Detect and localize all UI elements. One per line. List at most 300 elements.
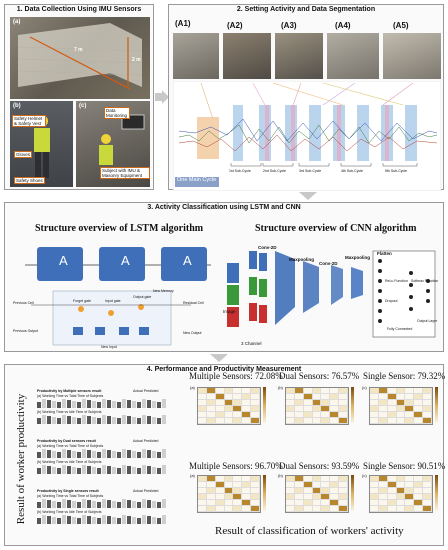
matrix-cell <box>397 506 406 512</box>
dim-7m-label: 7 m <box>74 47 83 53</box>
prod-bar <box>122 465 126 474</box>
matrix-cell <box>242 506 251 512</box>
lstm-forget-gate: Forget gate <box>73 299 91 303</box>
prod-bar <box>92 401 96 408</box>
confusion-matrix <box>285 387 349 425</box>
prod-bar <box>82 415 86 424</box>
prod-bar <box>132 451 136 458</box>
subcycle-label-4: 4th Sub-Cycle <box>341 169 363 173</box>
matrix-cell <box>207 418 216 424</box>
prod-bar <box>82 465 86 474</box>
prod-bar <box>97 468 101 474</box>
confusion-matrix <box>285 475 349 513</box>
prod-bar <box>142 449 146 458</box>
cnn-flatten: Flatten <box>377 251 392 256</box>
prod-bar <box>152 417 156 424</box>
prod-bar <box>162 449 166 458</box>
prod-chart-sub2: (b) Working Time vs Idle Time of Subjects <box>37 460 102 464</box>
matrix-cell <box>397 418 406 424</box>
prod-bars-row <box>37 465 183 474</box>
prod-bar <box>62 449 66 458</box>
cnn-image: Image <box>223 309 236 314</box>
matrix-cell <box>423 506 432 512</box>
prod-bar <box>107 466 111 474</box>
matrix-cell <box>321 506 330 512</box>
panel-classification <box>4 202 444 352</box>
prod-bar <box>47 416 51 424</box>
activity-label-a1: (A1) <box>175 19 191 28</box>
prod-bar <box>132 467 136 474</box>
prod-bar <box>157 452 161 458</box>
prod-bar <box>112 417 116 424</box>
prod-bar <box>72 401 76 408</box>
activity-photo-a1 <box>173 33 219 79</box>
matrix-cell <box>198 418 207 424</box>
matrix-cell <box>414 418 423 424</box>
prod-bar <box>57 502 61 508</box>
prod-bar <box>112 501 116 508</box>
prod-bar <box>82 449 86 458</box>
prod-bar <box>92 451 96 458</box>
prod-bar <box>142 399 146 408</box>
arrow-down-icon <box>299 192 317 200</box>
matrix-cell <box>216 418 225 424</box>
prod-bar <box>77 502 81 508</box>
shoes-tag: Safety Shoes <box>16 178 43 183</box>
prod-bar <box>127 450 131 458</box>
prod-bar <box>127 516 131 524</box>
matrix-cell <box>339 506 348 512</box>
photo-b-label: (b) <box>13 103 21 109</box>
prod-bar <box>92 501 96 508</box>
prod-bar <box>137 402 141 408</box>
matrix-tag: (a) <box>190 473 195 478</box>
activity-photo-a3 <box>275 33 323 79</box>
matrix-cell <box>379 506 388 512</box>
prod-bar <box>87 450 91 458</box>
prod-bar <box>132 501 136 508</box>
matrix-cell <box>321 418 330 424</box>
prod-chart-sub1: (a) Working Time vs Total Time of Subjects <box>37 444 104 448</box>
prod-bar <box>142 515 146 524</box>
prod-bar <box>102 465 106 474</box>
prod-bar <box>162 515 166 524</box>
prod-chart-title: Productivity by Single sensors result <box>37 489 99 493</box>
prod-bar <box>132 417 136 424</box>
prod-bar <box>112 401 116 408</box>
panel-segmentation <box>168 4 444 190</box>
cnn-output: Output Layer <box>417 319 438 323</box>
prod-bars-row <box>37 399 183 408</box>
cnn-multi-accuracy: Multiple Sensors: 96.70% <box>189 461 283 471</box>
prod-bar <box>152 401 156 408</box>
prod-bar <box>52 451 56 458</box>
prod-bars-row <box>37 499 183 508</box>
matrix-cell <box>330 418 339 424</box>
prod-bar <box>37 452 41 458</box>
prod-bar <box>137 452 141 458</box>
prod-bar <box>72 517 76 524</box>
prod-bar <box>47 466 51 474</box>
prod-bar <box>117 502 121 508</box>
prod-bar <box>37 468 41 474</box>
cnn-conv2: Conv-2D <box>319 261 338 266</box>
prod-bar <box>82 399 86 408</box>
matrix-cell <box>207 506 216 512</box>
matrix-cell <box>251 418 260 424</box>
monitor-tag: Data Monitoring <box>104 107 130 119</box>
subcycle-label-5: 5th Sub-Cycle <box>385 169 407 173</box>
prod-chart-legend: Actual Predicted <box>133 439 159 443</box>
prod-bar <box>37 502 41 508</box>
prod-bar <box>147 416 151 424</box>
prod-bar <box>157 502 161 508</box>
prod-bar <box>92 467 96 474</box>
panel-title: 2. Setting Activity and Data Segmentation <box>236 6 376 13</box>
confusion-matrix <box>369 387 433 425</box>
prod-bars-row <box>37 415 183 424</box>
activity-photo-a5 <box>383 33 441 79</box>
matrix-cell <box>295 506 304 512</box>
prod-bar <box>117 452 121 458</box>
prod-chart-sub1: (a) Working Time vs Total Time of Subjects <box>37 494 104 498</box>
matrix-cell <box>304 418 313 424</box>
prod-bar <box>127 400 131 408</box>
matrix-cell <box>225 418 234 424</box>
matrix-cell <box>286 418 295 424</box>
subcycle-label-2: 2nd Sub-Cycle <box>263 169 286 173</box>
prod-bar <box>77 418 81 424</box>
prod-chart-title: Productivity by Dual sensors result <box>37 439 96 443</box>
prod-bar <box>107 400 111 408</box>
prod-bar <box>52 517 56 524</box>
worker-gear-photo <box>10 101 73 187</box>
panel-data-collection <box>4 4 154 190</box>
prod-bar <box>87 400 91 408</box>
prod-bar <box>137 502 141 508</box>
prod-bar <box>142 465 146 474</box>
prod-chart-sub1: (a) Working Time vs Total Time of Subjects <box>37 394 104 398</box>
prod-bar <box>42 515 46 524</box>
activity-label-a4: (A4) <box>335 21 351 30</box>
prod-bar <box>117 518 121 524</box>
colorbar <box>351 387 354 423</box>
prod-bar <box>162 399 166 408</box>
productivity-chart-multi <box>37 389 187 437</box>
matrix-cell <box>405 418 414 424</box>
prod-bar <box>67 516 71 524</box>
prod-chart-legend: Actual Predicted <box>133 489 159 493</box>
productivity-chart-dual <box>37 439 187 487</box>
prod-bar <box>157 518 161 524</box>
subcycle-label-1: 1st Sub-Cycle <box>229 169 251 173</box>
activity-photo-a4 <box>327 33 379 79</box>
lstm-new-output: New Output <box>183 331 202 335</box>
prod-bar <box>157 402 161 408</box>
prod-bar <box>132 401 136 408</box>
prod-bar <box>87 416 91 424</box>
prod-chart-sub2: (b) Working Time vs Idle Time of Subjects <box>37 410 102 414</box>
matrix-tag: (b) <box>278 473 283 478</box>
matrix-cell <box>330 506 339 512</box>
prod-bar <box>107 416 111 424</box>
panel-title: 4. Performance and Productivity Measurement <box>146 366 302 373</box>
photo-a-label: (a) <box>13 19 21 25</box>
prod-bar <box>62 515 66 524</box>
prod-bars-row <box>37 449 183 458</box>
prod-bar <box>117 468 121 474</box>
prod-bar <box>47 516 51 524</box>
matrix-cell <box>313 418 322 424</box>
prod-bar <box>162 465 166 474</box>
lstm-new-input: New Input <box>101 345 117 349</box>
main-cycle-label: One Main Cycle <box>177 177 217 183</box>
prod-bar <box>157 468 161 474</box>
matrix-cell <box>405 506 414 512</box>
matrix-cell <box>388 506 397 512</box>
cnn-fc: Fully Connected <box>387 327 413 331</box>
lstm-previous-output: Previous Output <box>13 329 39 333</box>
prod-bar <box>42 399 46 408</box>
prod-bar <box>57 418 61 424</box>
prod-bar <box>162 415 166 424</box>
prod-chart-sub2: (b) Working Time vs Idle Time of Subjects <box>37 510 102 514</box>
prod-bar <box>42 465 46 474</box>
prod-bars-row <box>37 515 183 524</box>
lstm-dual-accuracy: Dual Sensors: 76.57% <box>279 371 360 381</box>
prod-bar <box>67 450 71 458</box>
prod-chart-legend: Actual Predicted <box>133 389 159 393</box>
matrix-tag: (c) <box>362 385 367 390</box>
prod-bar <box>127 466 131 474</box>
confusion-matrix <box>197 387 261 425</box>
cnn-relu: ReLu Function <box>385 279 408 283</box>
matrix-cell <box>216 506 225 512</box>
prod-bar <box>42 415 46 424</box>
prod-bar <box>87 466 91 474</box>
gloves-tag: Gloves <box>16 152 31 157</box>
photo-c-label: (c) <box>79 103 87 109</box>
matrix-tag: (b) <box>278 385 283 390</box>
matrix-cell <box>388 418 397 424</box>
prod-bar <box>92 417 96 424</box>
prod-bar <box>102 449 106 458</box>
cnn-diagram <box>223 237 441 349</box>
prod-bar <box>107 516 111 524</box>
lstm-new-memory: New Memory <box>153 289 174 293</box>
lstm-output-gate: Output gate <box>133 295 152 299</box>
monitoring-photo <box>76 101 150 187</box>
prod-bar <box>147 450 151 458</box>
colorbar <box>263 475 266 511</box>
prod-bar <box>82 499 86 508</box>
prod-bar <box>82 515 86 524</box>
prod-bar <box>137 468 141 474</box>
classification-result-label: Result of classification of workers' activity <box>215 525 404 537</box>
prod-bar <box>37 518 41 524</box>
prod-bar <box>102 515 106 524</box>
prod-bar <box>107 450 111 458</box>
lstm-input-gate: Input gate <box>105 299 121 303</box>
prod-bar <box>102 415 106 424</box>
prod-bar <box>112 467 116 474</box>
prod-bar <box>127 416 131 424</box>
lstm-multi-accuracy: Multiple Sensors: 72.08% <box>189 371 283 381</box>
helmet-tag: Safety Helmet & Safety Vest <box>12 115 46 127</box>
cnn-title: Structure overview of CNN algorithm <box>255 223 417 234</box>
prod-bar <box>62 465 66 474</box>
prod-bar <box>52 501 56 508</box>
lstm-title: Structure overview of LSTM algorithm <box>35 223 204 234</box>
matrix-cell <box>339 418 348 424</box>
prod-bar <box>47 400 51 408</box>
prod-bar <box>122 449 126 458</box>
prod-bar <box>147 400 151 408</box>
prod-bar <box>42 449 46 458</box>
prod-bar <box>122 499 126 508</box>
panel-title: 1. Data Collection Using IMU Sensors <box>16 6 142 13</box>
prod-bar <box>47 450 51 458</box>
colorbar <box>435 475 438 511</box>
prod-bar <box>57 468 61 474</box>
prod-bar <box>112 517 116 524</box>
activity-label-a3: (A3) <box>281 21 297 30</box>
prod-bar <box>62 499 66 508</box>
prod-bar <box>157 418 161 424</box>
prod-bar <box>67 466 71 474</box>
prod-bar <box>92 517 96 524</box>
masonry-site-photo <box>10 17 150 99</box>
cnn-dropout: Dropout <box>385 299 398 303</box>
prod-bar <box>57 452 61 458</box>
panel-title: 3. Activity Classification using LSTM and CNN <box>147 204 301 211</box>
prod-bar <box>102 499 106 508</box>
prod-bar <box>72 467 76 474</box>
prod-bar <box>72 451 76 458</box>
lstm-cell-2: A <box>121 253 130 268</box>
prod-bar <box>112 451 116 458</box>
prod-bar <box>117 402 121 408</box>
prod-bar <box>137 418 141 424</box>
cnn-dual-accuracy: Dual Sensors: 93.59% <box>279 461 360 471</box>
prod-bar <box>67 400 71 408</box>
activity-label-a2: (A2) <box>227 21 243 30</box>
lstm-residual-cell: Residual Cell <box>183 301 204 305</box>
colorbar <box>351 475 354 511</box>
activity-photo-a2 <box>223 33 271 79</box>
prod-bar <box>72 501 76 508</box>
prod-bar <box>127 500 131 508</box>
lstm-previous-cell: Previous Cell <box>13 301 34 305</box>
masonry-wall-sketch <box>10 17 150 99</box>
activity-label-a5: (A5) <box>393 21 409 30</box>
arrow-right-icon <box>155 90 169 104</box>
cnn-conv1: Conv-2D <box>258 245 277 250</box>
prod-bar <box>52 467 56 474</box>
cnn-single-accuracy: Single Sensor: 90.51% <box>363 461 446 471</box>
productivity-chart-single <box>37 489 187 537</box>
prod-bar <box>47 500 51 508</box>
prod-bar <box>142 499 146 508</box>
matrix-tag: (c) <box>362 473 367 478</box>
matrix-cell <box>423 418 432 424</box>
prod-bar <box>147 500 151 508</box>
matrix-cell <box>251 506 260 512</box>
matrix-cell <box>313 506 322 512</box>
productivity-side-label: Result of worker productivity <box>15 393 27 525</box>
matrix-cell <box>225 506 234 512</box>
prod-bar <box>72 417 76 424</box>
segmentation-plot <box>173 81 441 191</box>
prod-bar <box>137 518 141 524</box>
matrix-cell <box>414 506 423 512</box>
cnn-maxpool1: Maxpooling <box>289 257 314 262</box>
matrix-cell <box>370 418 379 424</box>
prod-bar <box>87 516 91 524</box>
prod-bar <box>57 518 61 524</box>
dim-2m-label: 2 m <box>132 57 141 63</box>
prod-bar <box>37 402 41 408</box>
prod-bar <box>142 415 146 424</box>
colorbar <box>435 387 438 423</box>
prod-bar <box>97 402 101 408</box>
lstm-cell-3: A <box>183 253 192 268</box>
prod-bar <box>97 452 101 458</box>
matrix-cell <box>233 506 242 512</box>
matrix-tag: (a) <box>190 385 195 390</box>
prod-bar <box>52 417 56 424</box>
lstm-single-accuracy: Single Sensor: 79.32% <box>363 371 446 381</box>
prod-bar <box>132 517 136 524</box>
prod-bar <box>102 399 106 408</box>
prod-chart-title: Productivity by Multiple sensors result <box>37 389 102 393</box>
prod-bar <box>152 451 156 458</box>
cnn-maxpool2: Maxpooling <box>345 255 370 260</box>
matrix-cell <box>286 506 295 512</box>
prod-bar <box>152 501 156 508</box>
prod-bar <box>147 466 151 474</box>
prod-bar <box>97 518 101 524</box>
colorbar <box>263 387 266 423</box>
prod-bar <box>147 516 151 524</box>
matrix-cell <box>242 418 251 424</box>
matrix-cell <box>198 506 207 512</box>
prod-bar <box>122 415 126 424</box>
prod-bar <box>42 499 46 508</box>
prod-bar <box>97 502 101 508</box>
prod-bar <box>107 500 111 508</box>
matrix-cell <box>295 418 304 424</box>
prod-bar <box>77 468 81 474</box>
confusion-matrix <box>197 475 261 513</box>
prod-bar <box>97 418 101 424</box>
prod-bar <box>52 401 56 408</box>
matrix-cell <box>233 418 242 424</box>
prod-bar <box>77 518 81 524</box>
prod-bar <box>87 500 91 508</box>
prod-bar <box>57 402 61 408</box>
subcycle-label-3: 3rd Sub-Cycle <box>299 169 322 173</box>
prod-bar <box>117 418 121 424</box>
prod-bar <box>77 452 81 458</box>
prod-bar <box>67 500 71 508</box>
cnn-softmax: Softmax Function <box>411 279 439 283</box>
matrix-cell <box>370 506 379 512</box>
arrow-down-icon <box>210 354 228 362</box>
matrix-cell <box>379 418 388 424</box>
prod-bar <box>62 399 66 408</box>
prod-bar <box>152 517 156 524</box>
